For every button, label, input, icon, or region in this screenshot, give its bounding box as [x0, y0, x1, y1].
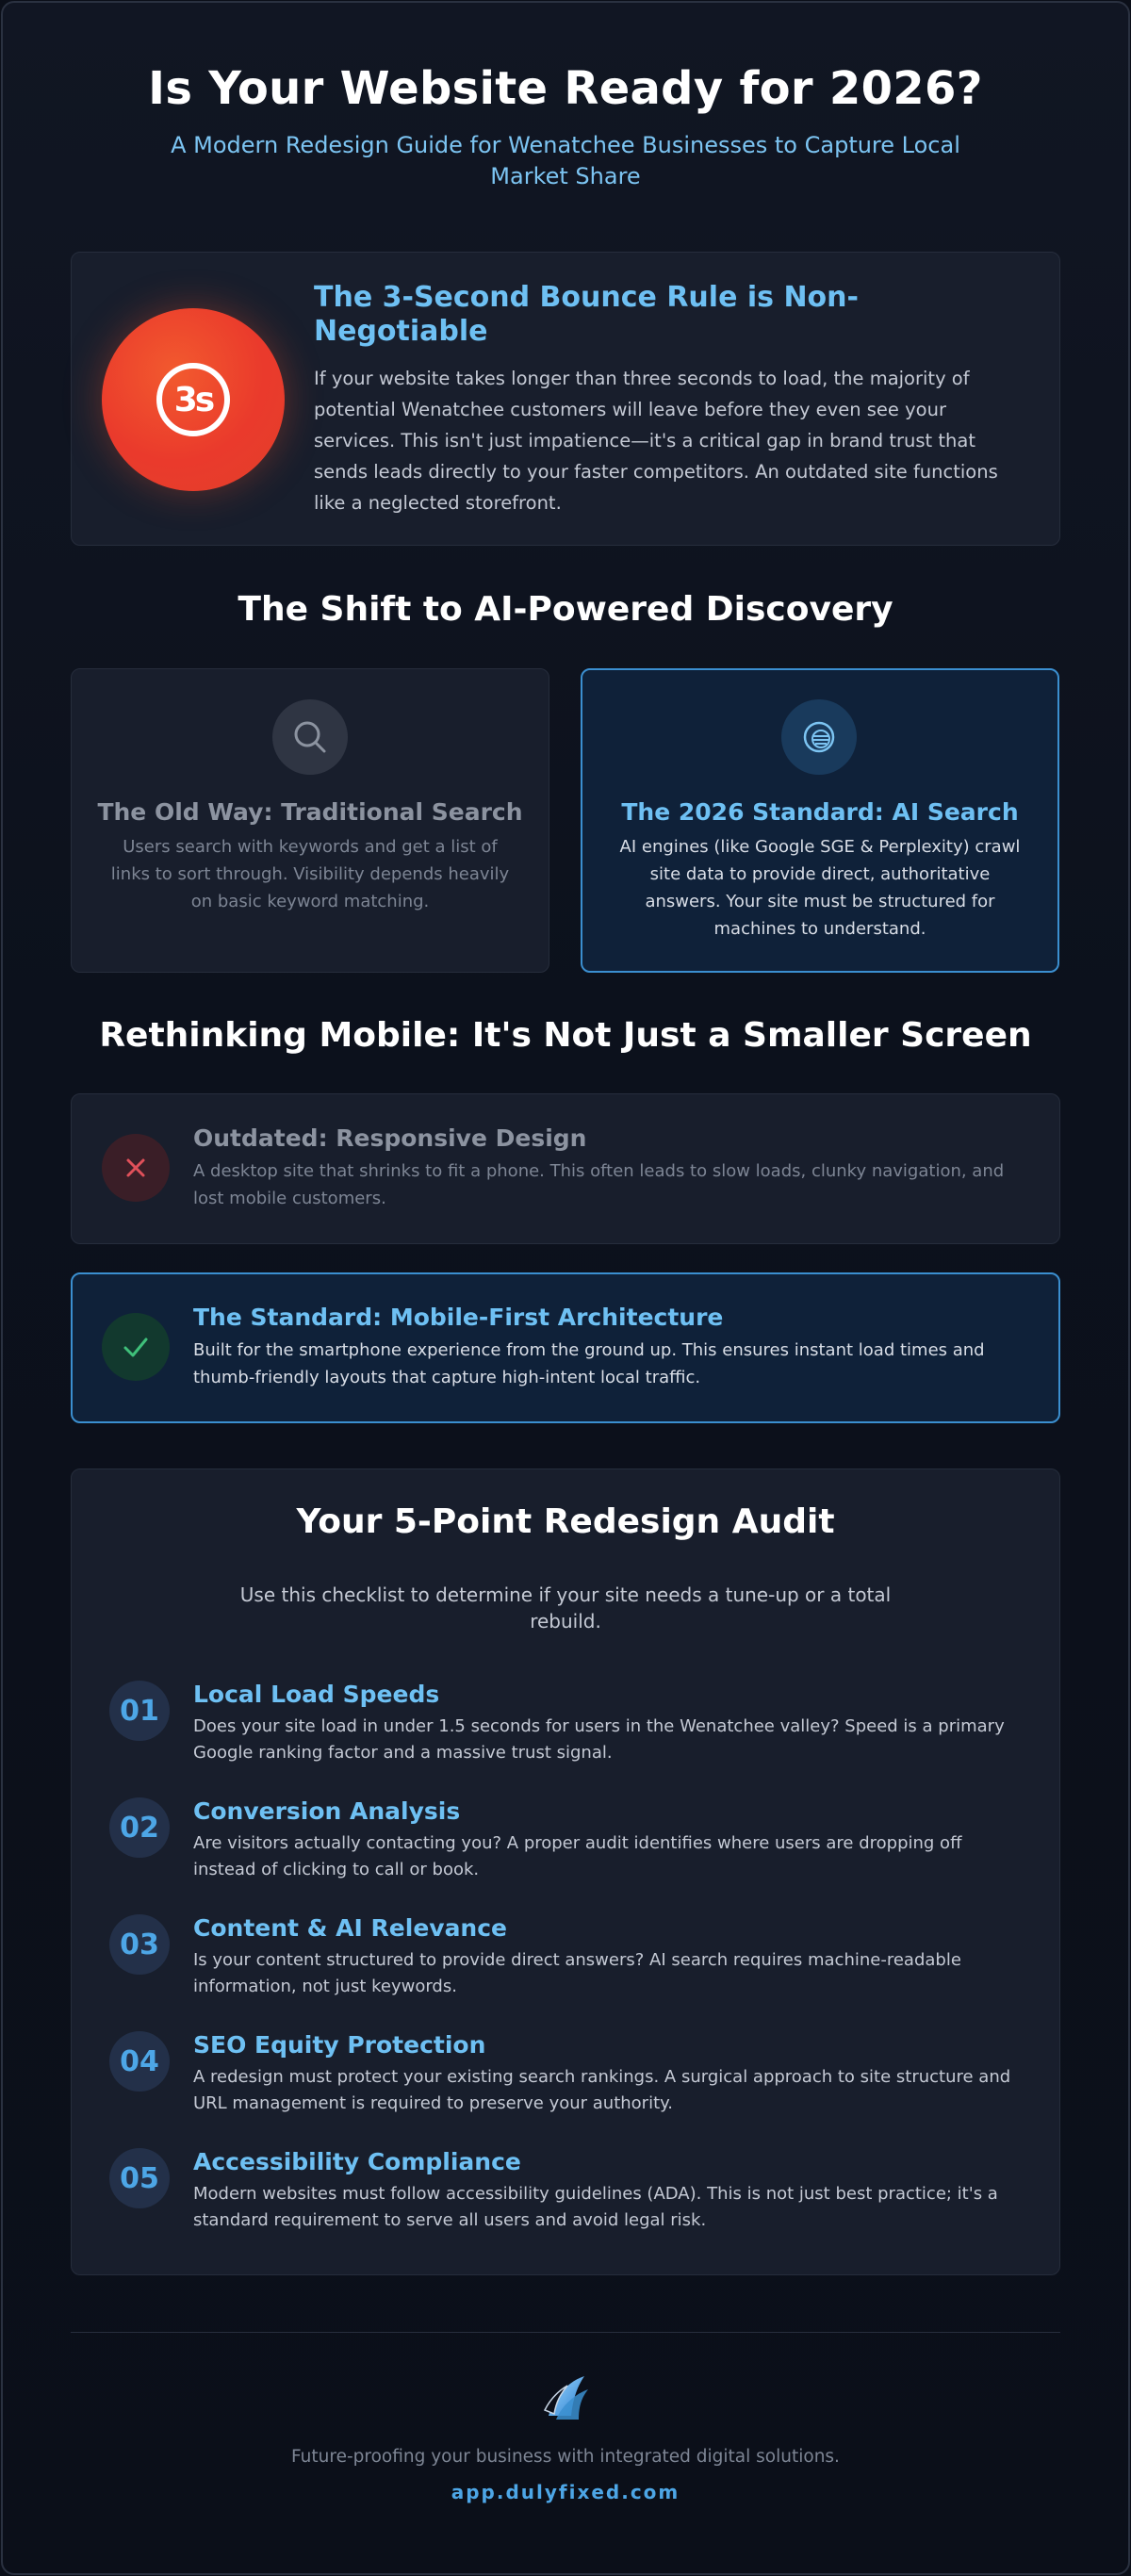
audit-number-badge: 02 — [109, 1797, 170, 1858]
audit-number-badge: 03 — [109, 1914, 170, 1975]
page-subtitle: A Modern Redesign Guide for Wenatchee Businesses to Capture Local Market Share — [171, 132, 960, 189]
ai-section-heading: The Shift to AI-Powered Discovery — [238, 590, 893, 629]
bounce-icon-label: 3s — [156, 363, 230, 436]
footer-divider — [71, 2332, 1060, 2333]
audit-number-badge: 04 — [109, 2031, 170, 2092]
mobile-section-heading: Rethinking Mobile: It's Not Just a Smaller Screen — [99, 1016, 1032, 1055]
audit-number-badge: 05 — [109, 2148, 170, 2208]
audit-item-title: SEO Equity Protection — [193, 2031, 486, 2059]
ai-search-text: AI engines (like Google SGE & Perplexity) crawl site data to provide direct, authoritative answers. Your site must be structured for machines to understand. — [619, 837, 1021, 939]
dulyfixed-logo-icon — [535, 2369, 596, 2429]
audit-item-title: Conversion Analysis — [193, 1797, 461, 1825]
check-icon — [102, 1313, 170, 1381]
ai-globe-icon — [781, 699, 857, 775]
mobile-first-text: Built for the smartphone experience from the ground up. This ensures instant load times and thumb-friendly layouts that capture high-intent local traffic. — [193, 1340, 985, 1387]
mobile-first-title: The Standard: Mobile-First Architecture — [193, 1304, 724, 1331]
audit-item-title: Local Load Speeds — [193, 1681, 440, 1708]
audit-item-text: Are visitors actually contacting you? A proper audit identifies where users are dropping off instead of clicking to call or book. — [193, 1833, 962, 1879]
audit-intro: Use this checklist to determine if your site needs a tune-up or a total rebuild. — [239, 1583, 892, 1633]
audit-number-badge: 01 — [109, 1681, 170, 1741]
x-icon — [102, 1134, 170, 1202]
footer-tagline: Future-proofing your business with integrated digital solutions. — [291, 2447, 840, 2467]
audit-item-title: Content & AI Relevance — [193, 1914, 508, 1942]
audit-item-text: Is your content structured to provide direct answers? AI search requires machine-readable information, not just keywords. — [193, 1950, 961, 1996]
search-icon — [272, 699, 348, 775]
traditional-search-title: The Old Way: Traditional Search — [97, 798, 523, 826]
audit-item-title: Accessibility Compliance — [193, 2148, 521, 2175]
audit-title: Your 5-Point Redesign Audit — [296, 1502, 835, 1541]
audit-item-text: A redesign must protect your existing search rankings. A surgical approach to site structure and URL management is required to preserve your authority. — [193, 2067, 1011, 2113]
ai-search-title: The 2026 Standard: AI Search — [621, 798, 1019, 826]
traditional-search-text: Users search with keywords and get a list of links to sort through. Visibility depends heavily on basic keyword matching. — [110, 837, 510, 911]
responsive-design-title: Outdated: Responsive Design — [193, 1124, 587, 1152]
responsive-design-text: A desktop site that shrinks to fit a phone. This often leads to slow loads, clunky navigation, and lost mobile customers. — [193, 1161, 1005, 1208]
bounce-rule-text: If your website takes longer than three seconds to load, the majority of potential Wenatchee customers will leave before they even see your services. This isn't just impatience—it's a critical gap in brand trust that sends leads directly to your faster competitors. An outdated site functions like a neglected storefront. — [314, 368, 998, 514]
audit-item-text: Modern websites must follow accessibility guidelines (ADA). This is not just best practice; it's a standard requirement to serve all users and avoid legal risk. — [193, 2184, 998, 2230]
footer-url-link[interactable]: app.dulyfixed.com — [451, 2481, 680, 2503]
bounce-rule-title: The 3-Second Bounce Rule is Non-Negotiable — [314, 281, 859, 348]
audit-item-text: Does your site load in under 1.5 seconds for users in the Wenatchee valley? Speed is a primary Google ranking factor and a massive trust signal. — [193, 1716, 1005, 1763]
3s-timer-icon — [102, 308, 285, 491]
page-title: Is Your Website Ready for 2026? — [148, 62, 983, 115]
